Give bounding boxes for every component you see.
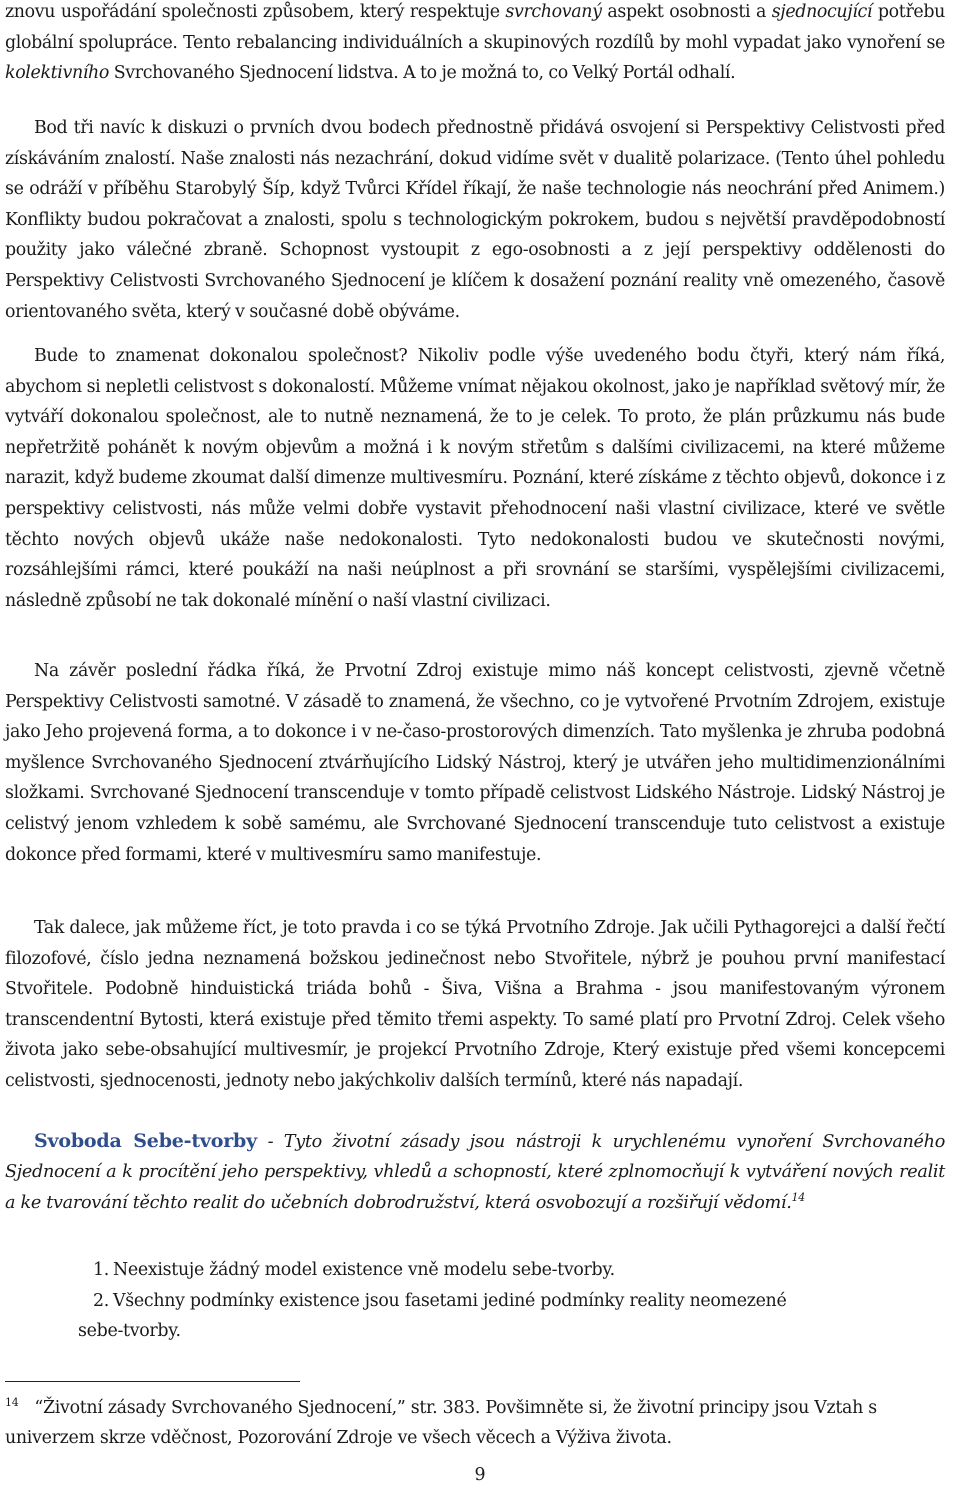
list-item-text: Všechny podmínky existence jsou fasetami jediné podmínky reality neomezené	[113, 1290, 787, 1311]
paragraph-3: Bude to znamenat dokonalou společnost? Nikoliv podle výše uvedeného bodu čtyři, který nám říká, abychom si nepletli celistvost s dokonalostí. Můžeme vnímat nějakou okolnost, jako je například světový mír, že vytváří dokonalou společnost, ale to nutně neznamená, že to je celek. To proto, že plán průzkumu nás bude nepřetržitě pohánět k novým objevům a možná i k novým střetům s dalšími civilizacemi, na které můžeme narazit, když budeme zkoumat další dimenze multivesmíru. Poznání, které získáme z těchto objevů, dokonce i z perspektivy celistvosti, nás může velmi dobře vystavit přehodnocení naši vlastní civilizace, které ve světle těchto nových objevů ukáže naše nedokonalosti. Tyto nedokonalosti budou ve skutečnosti novými, rozsáhlejšími rámci, které poukáží na naši neúplnost a při srovnání se staršími, vyspělejšími civilizacemi, následně způsobí ne tak dokonalé mínění o naší vlastní civilizaci.	[5, 346, 945, 611]
page-number: 9	[474, 1465, 486, 1485]
list-item	[5, 1255, 960, 1286]
footnote-number: 14	[5, 1396, 19, 1409]
paragraph-1-emphasis-1: svrchovaný	[505, 2, 602, 22]
list-item-number: 1.	[93, 1260, 109, 1280]
list-item	[5, 1286, 960, 1317]
paragraph-4: Na závěr poslední řádka říká, že Prvotní Zdroj existuje mimo náš koncept celistvosti, zjevně včetně Perspektivy Celistvosti samotné. V zásadě to znamená, že všechno, co je vytvořené Prvotním Zdrojem, existuje jako Jeho projevená forma, a to dokonce i v ne-časo-prostorových dimenzích. Tato myšlenka je zhruba podobná myšlence Svrchovaného Sjednocení ztvárňujícího Lidský Nástroj, který je utvářen jeho multidimenzionálními složkami. Svrchované Sjednocení transcenduje v tomto případě celistvost Lidského Nástroje. Lidský Nástroj je celistvý jenom vzhledem k sobě samému, ale Svrchované Sjednocení transcenduje tuto celistvost a existuje dokonce před formami, které v multivesmíru samo manifestuje.	[5, 661, 945, 865]
list-item-number: 2.	[93, 1290, 109, 1311]
footnote	[5, 1388, 935, 1454]
paragraph-1-text-1: znovu uspořádání společnosti způsobem, který respektuje	[5, 2, 506, 22]
paragraph-1-text-4: Svrchovaného Sjednocení lidstva. A to je možná to, co Velký Portál odhalí.	[109, 63, 736, 84]
paragraph-5: Tak dalece, jak můžeme říct, je toto pravda i co se týká Prvotního Zdroje. Jak učili Pythagorejci a další řečtí filozofové, číslo jedna neznamená božskou jedinečnost nebo Stvořitele, nýbrž je pouhou první manifestací Stvořitele. Podobně hinduistická triáda bohů - Šiva, Višna a Brahma - jsou manifestovaným výronem transcendentní Bytosti, která existuje před těmito třemi aspekty. To samé platí pro Prvotní Zdroj. Celek všeho života jako sebe-obsahující multivesmír, je projekcí Prvotního Zdroje, Který existuje před všemi koncepcemi celistvosti, sjednocenosti, jednoty nebo jakýchkoliv dalších termínů, které nás napadají.	[5, 918, 945, 1091]
footnote-divider	[5, 1381, 300, 1382]
paragraph-1-emphasis-3: kolektivního	[5, 63, 110, 84]
footnote-text: “Životní zásady Svrchovaného Sjednocení,” str. 383. Povšimněte si, že životní principy jsou Vztah s univerzem skrze vděčnost, Pozorování Zdroje ve všech věcech a Výživa života.	[5, 1397, 877, 1449]
list-item-continuation: sebe-tvorby.	[78, 1321, 181, 1342]
paragraph-1	[5, 0, 945, 89]
paragraph-2: Bod tři navíc k diskuzi o prvních dvou bodech přednostně přidává osvojení si Perspektivy Celistvosti před získáváním znalostí. Naše znalosti nás nezachrání, dokud vidíme svět v dualitě polarizace. (Tento úhel pohledu se odráží v příběhu Starobylý Šíp, když Tvůrci Křídel říkají, že naše technologie nás neochrání před Animem.) Konflikty budou pokračovat a znalosti, spolu s technologickým pokrokem, budou s největší pravděpodobností použity jako válečné zbraně. Schopnost vystoupit z ego-osobnosti a z její perspektivy oddělenosti do Perspektivy Celistvosti Svrchovaného Sjednocení je klíčem k dosažení poznání reality vně omezeného, časově orientovaného světa, který v současné době obýváme.	[5, 118, 945, 322]
paragraph-1-emphasis-2: sjednocující	[771, 2, 873, 22]
numbered-list	[5, 1255, 960, 1347]
section-paragraph	[5, 1126, 945, 1218]
paragraph-1-text-3: potřebu globální spolupráce. Tento rebalancing individuálních a skupinových rozdílů by mohl vypadat jako vynoření se	[5, 2, 945, 53]
section-body: - Tyto životní zásady jsou nástroji k urychlenému vynoření Svrchovaného Sjednocení a k procítění jeho perspektivy, vhledů a schopností, které zplnomocňují k vytváření nových realit a ke tvarování těchto realit do učebních dobrodružství, která osvobozují a rozšiřují vědomí.	[5, 1132, 945, 1213]
list-item-text: Neexistuje žádný model existence vně modelu sebe-tvorby.	[113, 1260, 615, 1280]
section-heading: Svoboda Sebe-tvorby	[34, 1130, 257, 1152]
paragraph-1-text-2: aspekt osobnosti a	[601, 2, 772, 22]
footnote-ref: 14	[791, 1190, 805, 1204]
